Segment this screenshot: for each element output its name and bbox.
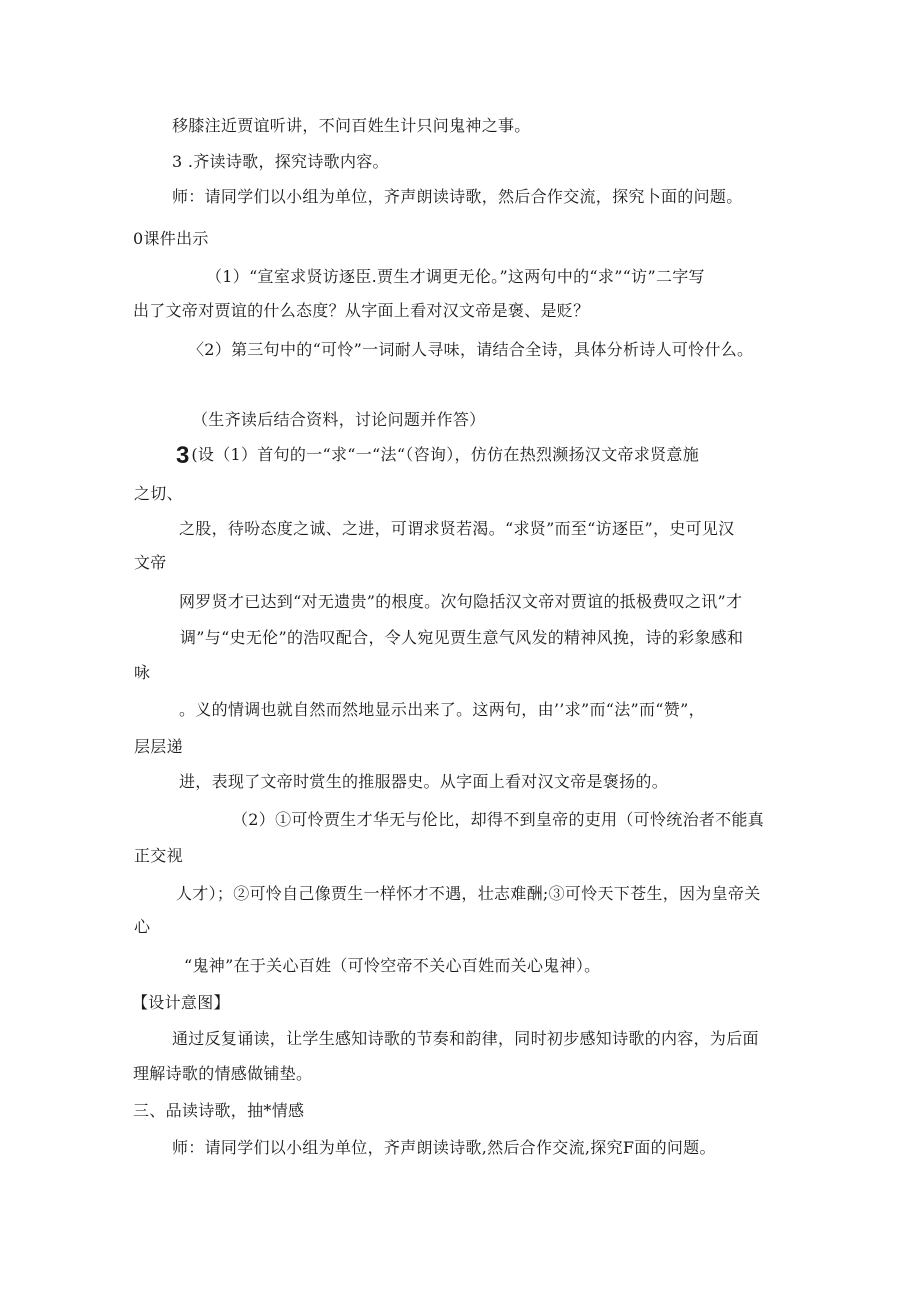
text-line-09 (176, 442, 700, 469)
text-line-28: 师：请同学们以小组为单位，齐声朗读诗歌,然后合作交流,探究F面的问题。 (172, 1138, 716, 1157)
text-line-19: （2）①可怜贾生才华无与伦比，却得不到皇帝的吏用（可怜统治者不能真 (232, 810, 765, 829)
text-line-23: “鬼神”在于关心百姓（可怜空帝不关心百姓而关心鬼神）。 (184, 956, 601, 975)
text-line-06: 出了文帝对贾谊的什么态度？从字面上看对汉文帝是褒、是贬？ (133, 301, 590, 320)
text-line-10: 之切、 (134, 484, 183, 503)
text-line-20: 正交视 (134, 846, 183, 865)
text-line-01: 移膝注近贾谊听讲，不问百姓生计只问鬼神之事。 (172, 116, 531, 135)
text-line-15: 咏 (134, 663, 151, 682)
text-line-14: 调”与“史无伦”的浩叹配合，令人宛见贾生意气风发的精神风挽，诗的彩象感和 (180, 628, 744, 647)
text-line-18: 进，表现了文帝时赏生的推服器史。从字面上看对汉文帝是褒扬的。 (179, 772, 669, 791)
text-line-16: 。义的情调也就自然而然地显示出来了。这两句，由’’求”而“法”而“赞”， (179, 700, 705, 719)
text-line-12: 文帝 (134, 553, 167, 572)
text-line-08: （生齐读后结合资料，讨论问题并作答） (192, 410, 486, 429)
text-line-04: 0课件出示 (133, 229, 209, 248)
text-line-25: 通过反复诵读，让学生感知诗歌的节奏和韵律，同时初步感知诗歌的内容，为后面 (172, 1029, 759, 1048)
text-line-21: 人才）；②可怜自己像贾生一样怀才不遇，壮志难酬;③可怜天下苍生，因为皇帝关 (176, 884, 761, 903)
text-line-07: 〈2）第三句中的“可怜”一词耐人寻味，请结合全诗，具体分析诗人可怜什么。 (188, 340, 754, 359)
text-line-17: 层层递 (134, 737, 183, 756)
numeral-3: 3 (176, 442, 190, 469)
text-line-03: 师：请同学们以小组为单位，齐声朗读诗歌，然后合作交流，探究卜面的问题。 (172, 187, 743, 206)
text-line-02: 3 .齐读诗歌，探究诗歌内容。 (172, 152, 389, 171)
text-line-13: 网罗贤才已达到“对无遗贵”的根度。次句隐括汉文帝对贾谊的抵极费叹之讯”才 (179, 592, 743, 611)
section-heading-design-intent: 【设计意图】 (132, 993, 230, 1012)
section-heading-part-three: 三、品读诗歌，抽*情感 (133, 1101, 305, 1120)
text-line-05: （1）“宣室求贤访逐臣.贾生才调更无伦。”这两句中的“求”“访”二字写 (206, 267, 705, 286)
text-line-09-body: (设（1）首句的一“求“一“法“（咨询），仿仿在热烈濒扬汉文帝求贤意施 (191, 445, 700, 464)
text-line-11: 之股，待吩态度之诚、之进，可谓求贤若渴。“求贤”而至“访逐臣”，史可见汉 (179, 519, 735, 538)
text-line-22: 心 (134, 917, 151, 936)
text-line-26: 理解诗歌的情感做铺垫。 (133, 1064, 313, 1083)
